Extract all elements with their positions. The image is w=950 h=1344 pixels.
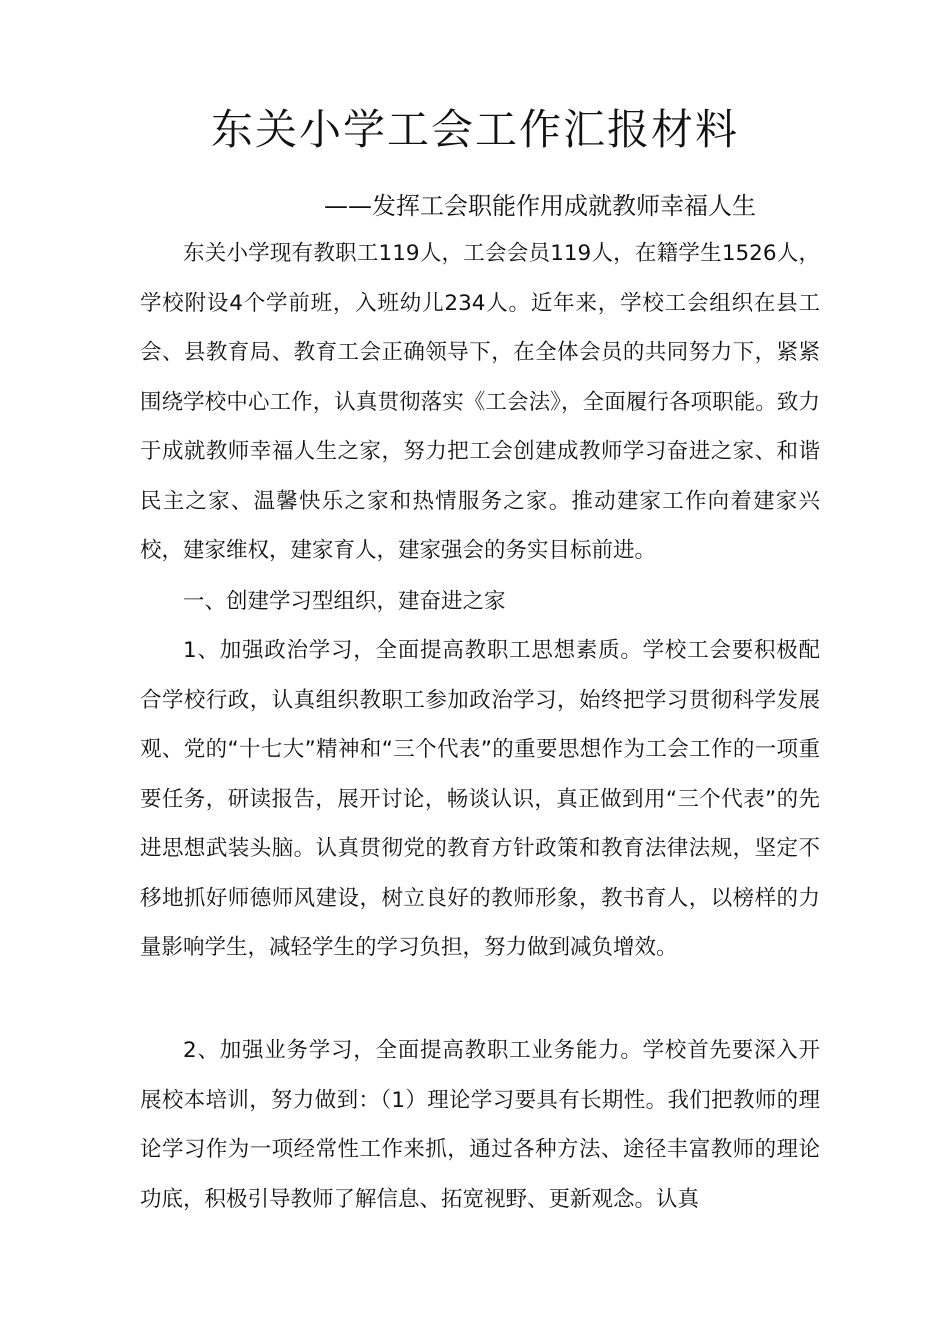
- paragraph-political-study: 1、加强政治学习，全面提高教职工思想素质。学校工会要积极配合学校行政，认真组织教职工参加政治学习，始终把学习贯彻科学发展观、党的“十七大”精神和“三个代表”的重要思想作为工会工作的一项重要任务，研读报告，展开讨论，畅谈认识，真正做到用“三个代表”的先进思想武装头脑。认真贯彻党的教育方针政策和教育法律法规，坚定不移地抓好师德师风建设，树立良好的教师形象，教书育人，以榜样的力量影响学生，减轻学生的学习负担，努力做到减负增效。: [140, 638, 820, 960]
- section-heading-1: 一、创建学习型组织，建奋进之家: [183, 589, 506, 614]
- paragraph-intro: 东关小学现有教职工119人，工会会员119人，在籍学生1526人，学校附设4个学前班，入班幼儿234人。近年来，学校工会组织在县工会、县教育局、教育工会正确领导下，在全体会员的共同努力下，紧紧围绕学校中心工作，认真贯彻落实《工会法》，全面履行各项职能。致力于成就教师幸福人生之家，努力把工会创建成教师学习奋进之家、和谐民主之家、温馨快乐之家和热情服务之家。推动建家工作向着建家兴校，建家维权，建家育人，建家强会的务实目标前进。: [140, 241, 820, 563]
- paragraph-business-study: 2、加强业务学习，全面提高教职工业务能力。学校首先要深入开展校本培训，努力做到：（1）理论学习要具有长期性。我们把教师的理论学习作为一项经常性工作来抓，通过各种方法、途径丰富教师的理论功底，积极引导教师了解信息、拓宽视野、更新观念。认真: [140, 1038, 820, 1212]
- document-subtitle: ——发挥工会职能作用成就教师幸福人生: [324, 192, 756, 220]
- document-title: 东关小学工会工作汇报材料: [210, 105, 739, 154]
